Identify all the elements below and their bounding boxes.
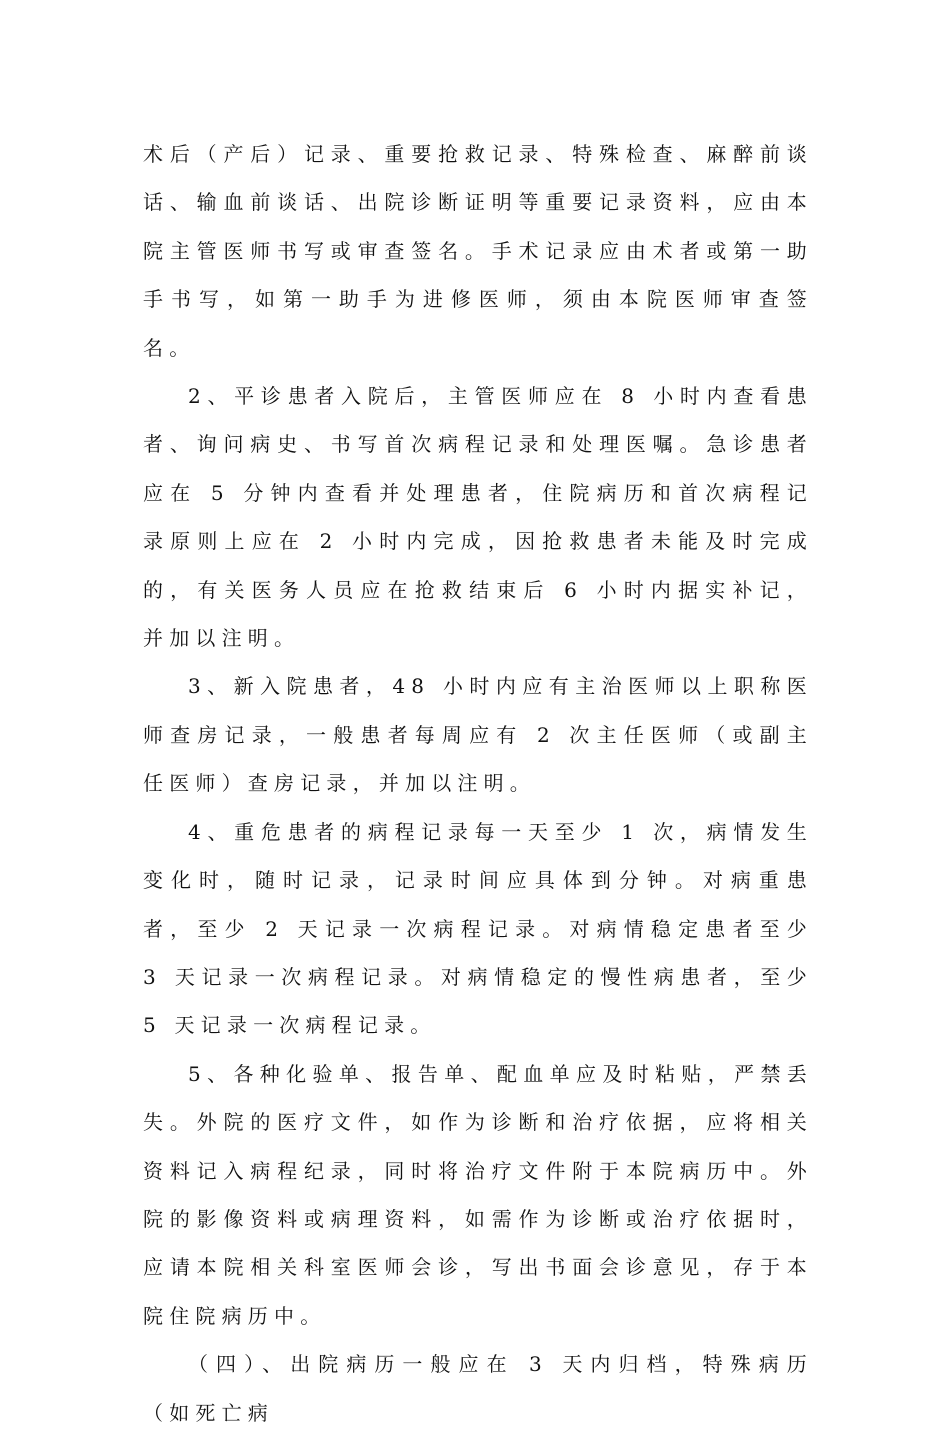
text-line: 的医疗文件，如作为诊断和治疗依据，应将相关资料记入病程纪 [143,1110,813,1183]
text-line: 时记录，记录时间应具体到分钟。对病重患者，至少 2 天记录一次 [143,868,814,941]
text-line: 前谈话、出院诊断证明等重要记录资料，应由本院主管医师书写或 [143,190,813,263]
text-line: 定的慢性病患者，至少 5 天记录一次病程记录。 [143,964,813,1038]
text-line: 录，同时将治疗文件附于本院病历中。外院的影像资料或病理资 [143,1158,813,1231]
text-line: 抢救患者未能及时完成的，有关医务人员应在抢救结束后 6 小时内 [143,529,814,602]
paragraph [143,808,813,1050]
text-line: 医师，须由本院医师审查签名。 [143,287,813,360]
document-body [143,130,813,1437]
text-line: 5、各种化验单、报告单、配血单应及时粘贴，严禁丢失。外院 [143,1061,813,1135]
text-line: 审查签名。手术记录应由术者或第一助手书写，如第一助手为进修 [143,238,813,312]
text-line: 史、书写首次病程记录和处理医嘱。急诊患者应在 5 分钟内查看并 [143,432,813,505]
paragraph [143,1050,813,1340]
text-line: 2、平诊患者入院后，主管医师应在 8 小时内查看患者、询问病 [143,384,813,457]
text-line: 4、重危患者的病程记录每一天至少 1 次，病情发生变化时，随 [143,819,813,893]
text-line: 处理患者，住院病历和首次病程记录原则上应在 2 小时内完成，因 [143,480,814,554]
text-line: 据实补记，并加以注明。 [143,577,814,651]
text-line: 3、新入院患者，48 小时内应有主治医师以上职称医师查房记 [143,674,813,747]
text-line: 料，如需作为诊断或治疗依据时，应请本院相关科室医师会诊，写 [143,1206,813,1280]
text-line: 病程记录。对病情稳定患者至少 3 天记录一次病程记录。对病情稳 [143,916,813,989]
text-line: 出书面会诊意见，存于本院住院病历中。 [143,1255,813,1328]
paragraph [143,1340,813,1437]
text-line: 并加以注明。 [378,771,537,796]
paragraph [143,372,813,662]
paragraph [143,662,813,807]
text-line: 录，一般患者每周应有 2 次主任医师（或副主任医师）查房记录， [143,722,813,796]
paragraph [143,130,813,372]
text-line: 术后（产后）记录、重要抢救记录、特殊检查、麻醉前谈话、输血 [143,142,813,215]
text-line: （四）、出院病历一般应在 3 天内归档，特殊病历（如死亡病 [143,1352,813,1425]
